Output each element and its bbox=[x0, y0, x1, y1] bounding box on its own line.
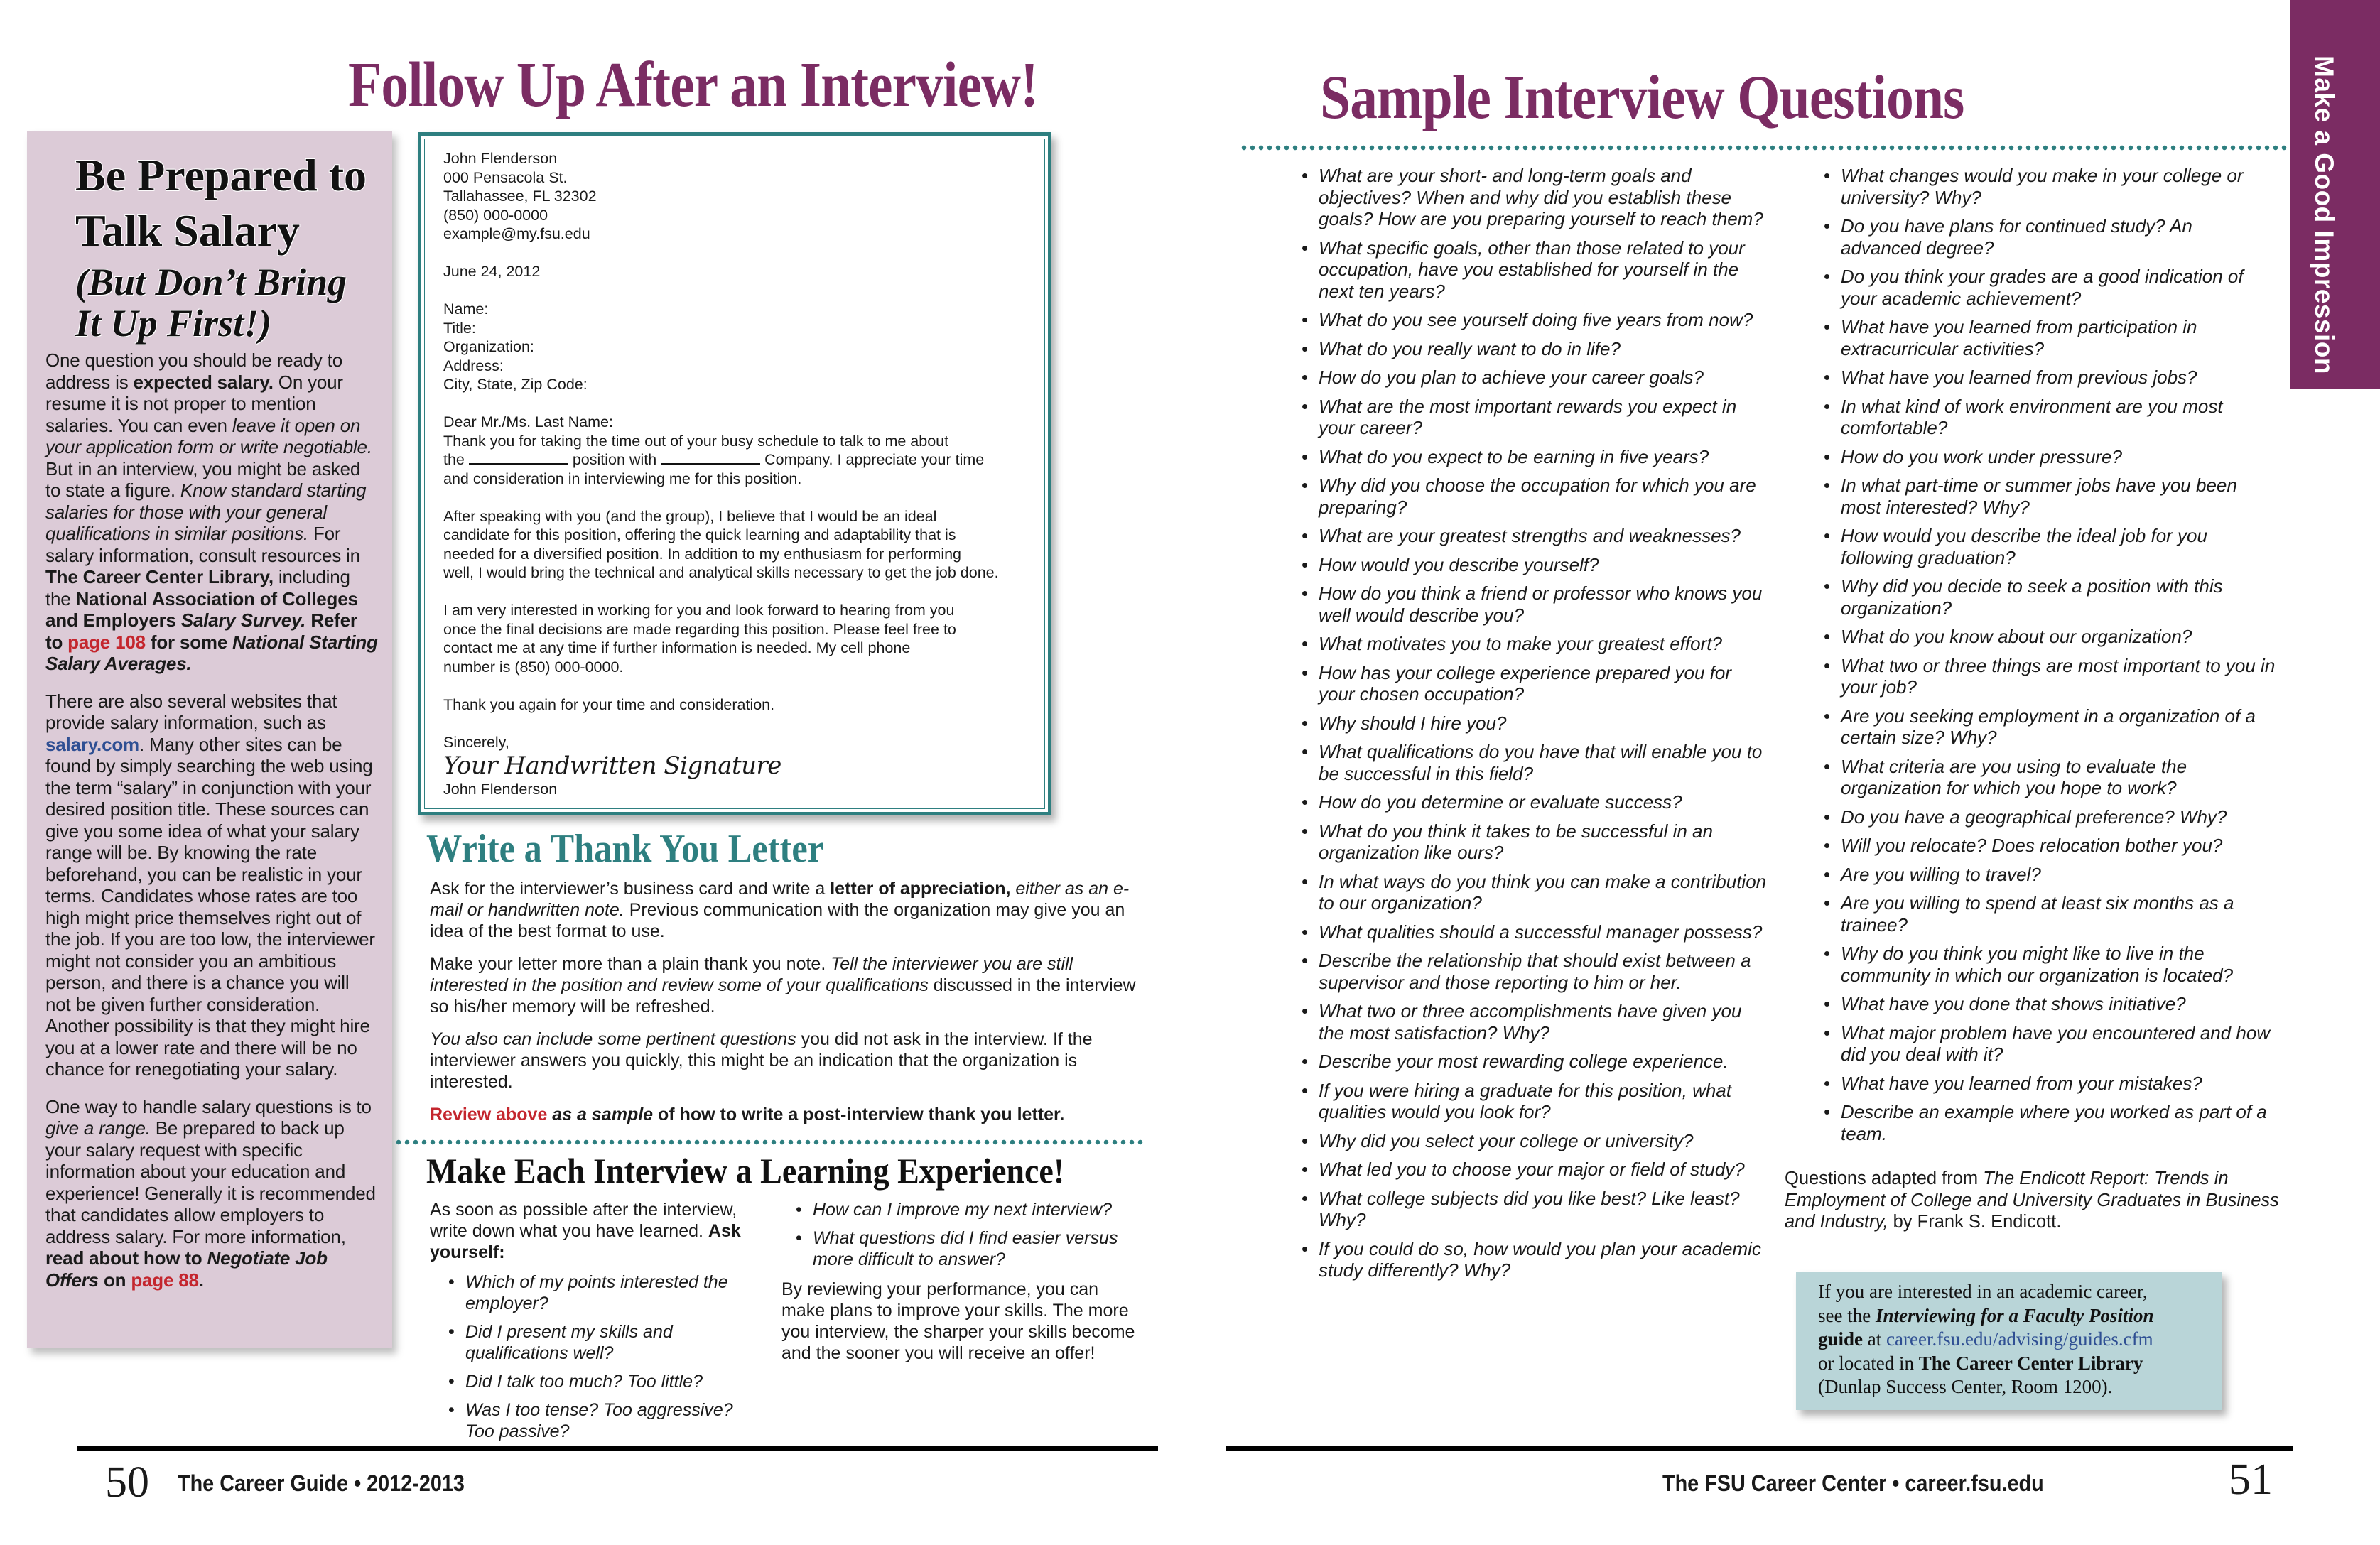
thank-you-paragraph-2 bbox=[430, 953, 1147, 1017]
page-title-follow-up: Follow Up After an Interview! bbox=[348, 50, 1039, 120]
learning-questions-1 bbox=[447, 1272, 757, 1442]
nace-name: National Association of Colleges and Employers bbox=[45, 587, 358, 631]
text: Refer to bbox=[45, 609, 357, 653]
page-108-link[interactable]: page 108 bbox=[67, 631, 146, 653]
letter-line: number is (850) 000-0000. bbox=[443, 658, 624, 676]
learning-column-1 bbox=[430, 1199, 757, 1449]
question-item: • Why do you think you might like to live in the community in which our organization is located? bbox=[1822, 943, 2277, 986]
footer-text: The Career Guide • 2012-2013 bbox=[178, 1470, 465, 1496]
question-item: • If you could do so, how would you plan your academic study differently? Why? bbox=[1300, 1238, 1769, 1281]
sample-letter-body bbox=[424, 139, 1045, 809]
sender-phone: (850) 000-0000 bbox=[443, 206, 548, 224]
emphasis-text: give a range. bbox=[45, 1117, 151, 1139]
salary-averages-title: National Starting Salary Averages. bbox=[45, 631, 378, 674]
text: discussed in the interview so his/her memory will be refreshed. bbox=[430, 975, 1136, 1017]
question-item: • Are you willing to spend at least six months as a trainee? bbox=[1822, 892, 2277, 936]
emphasis-text: leave it open on your application form or write negotiable. bbox=[45, 414, 372, 457]
text: On your resume it is not proper to mention salaries. You can even bbox=[45, 371, 343, 436]
question-item: • What two or three accomplishments have given you the most satisfaction? Why? bbox=[1300, 1000, 1769, 1043]
section-tab-label: Make a Good Impression bbox=[2310, 55, 2339, 374]
page-number: 51 bbox=[2229, 1455, 2273, 1504]
page-88-link[interactable]: page 88 bbox=[131, 1269, 199, 1291]
text: One question you should be ready to address is bbox=[45, 349, 342, 393]
text: . bbox=[198, 1269, 204, 1291]
salary-subheading-line2: It Up First!) bbox=[75, 302, 272, 345]
sender-city: Tallahassee, FL 32302 bbox=[443, 188, 597, 205]
question-item: • What have you learned from previous jobs? bbox=[1822, 367, 2277, 389]
recipient-field: Title: bbox=[443, 319, 476, 337]
learning-column-2 bbox=[781, 1199, 1137, 1364]
emphasis-expected-salary: expected salary. bbox=[133, 371, 274, 393]
question-item: • What are the most important rewards you expect in your career? bbox=[1300, 396, 1769, 439]
questions-column-left bbox=[1300, 165, 1769, 1289]
questions-list-left bbox=[1300, 165, 1769, 1281]
question-item: • How would you describe the ideal job for you following graduation? bbox=[1822, 525, 2277, 568]
emphasis-text: Tell the interviewer you are still interested in the position and review some of your qualifications bbox=[430, 954, 1073, 995]
emphasis-text: You also can include some pertinent questions bbox=[430, 1029, 796, 1049]
thank-you-paragraph-3 bbox=[430, 1029, 1147, 1093]
career-center-library: The Career Center Library bbox=[1918, 1352, 2143, 1374]
letter-line: Thank you for taking the time out of your busy schedule to talk to me about bbox=[443, 432, 949, 450]
question-item: • Describe your most rewarding college experience. bbox=[1300, 1051, 1769, 1073]
page-title-sample-questions: Sample Interview Questions bbox=[1320, 63, 1964, 132]
sender-street: 000 Pensacola St. bbox=[443, 168, 568, 186]
question-item: • Why should I hire you? bbox=[1300, 712, 1769, 734]
question-item: • Do you have plans for continued study? An advanced degree? bbox=[1822, 215, 2277, 259]
source-title: The Endicott Report: Trends in Employment of College and University Graduates in Business and Industry, bbox=[1785, 1169, 2279, 1232]
question-item: • How has your college experience prepared you for your chosen occupation? bbox=[1300, 662, 1769, 705]
question-item: • What two or three things are most important to you in your job? bbox=[1822, 655, 2277, 698]
salary-survey-title: Salary Survey. bbox=[180, 609, 306, 631]
text: position with bbox=[568, 451, 661, 468]
text: Company. I appreciate your time bbox=[760, 451, 985, 468]
text: . Many other sites can be found by simply searching the web using the term “salary” in conjunction with your desired position title. These sources can give you some idea of what your salary range will be. By knowing the rate beforehand, you can be realistic in your terms. Candidates whose rates are too high might price themselves right out of the job. If you are too low, the interviewer might not consider you an ambitious person, and there is a chance you will not be given further consideration. Another possibility is that they might hire you at a lower rate and there will be no chance for renegotiating your salary. bbox=[45, 733, 375, 1080]
letter-line: I am very interested in working for you and look forward to hearing from you bbox=[443, 602, 955, 619]
question-item: • How do you work under pressure? bbox=[1822, 446, 2277, 468]
question-item: • What changes would you make in your college or university? Why? bbox=[1822, 165, 2277, 208]
learning-questions-2 bbox=[794, 1199, 1137, 1270]
text: at bbox=[1863, 1328, 1887, 1350]
footer-text: The FSU Career Center • career.fsu.edu bbox=[1662, 1470, 2044, 1496]
question-item: • What are your greatest strengths and weaknesses? bbox=[1300, 525, 1769, 547]
salary-subheading bbox=[45, 261, 378, 344]
letter-line: once the final decisions are made regarding this position. Please feel free to bbox=[443, 620, 956, 638]
question-item: • Are you seeking employment in a organization of a certain size? Why? bbox=[1822, 705, 2277, 749]
question-item: • What have you learned from participation in extracurricular activities? bbox=[1822, 316, 2277, 359]
academic-line bbox=[1818, 1352, 2208, 1376]
question-item: • In what kind of work environment are you most comfortable? bbox=[1822, 396, 2277, 439]
closing: Sincerely, bbox=[443, 733, 509, 751]
text: by Frank S. Endicott. bbox=[1888, 1212, 2062, 1232]
salary-heading-line2: Talk Salary bbox=[75, 205, 300, 256]
sender-block bbox=[443, 149, 1026, 244]
question-item: • What college subjects did you like best? Like least? Why? bbox=[1300, 1188, 1769, 1231]
letter-line: needed for a diversified position. In addition to my enthusiasm for performing bbox=[443, 545, 962, 563]
question-item: • What major problem have you encountered and how did you deal with it? bbox=[1822, 1022, 2277, 1066]
question-item: • Describe an example where you worked as part of a team. bbox=[1822, 1101, 2277, 1144]
company-blank bbox=[661, 450, 760, 465]
questions-column-right bbox=[1822, 165, 2277, 1151]
question-item: • In what part-time or summer jobs have you been most interested? Why? bbox=[1822, 475, 2277, 518]
question-item: • Are you willing to travel? bbox=[1822, 864, 2277, 886]
question-item: • What do you really want to do in life? bbox=[1300, 338, 1769, 360]
question-item: • What specific goals, other than those related to your occupation, have you established for yourself in the next ten years? bbox=[1300, 237, 1769, 303]
salary-paragraph-3 bbox=[45, 1096, 378, 1291]
text: guide bbox=[1818, 1328, 1864, 1350]
list-item: • Was I too tense? Too aggressive? Too passive? bbox=[447, 1399, 757, 1442]
footer-rule bbox=[1226, 1446, 2293, 1451]
question-item: • How do you plan to achieve your career goals? bbox=[1300, 367, 1769, 389]
text: read about how to bbox=[45, 1247, 207, 1269]
thank-you-heading: Write a Thank You Letter bbox=[426, 827, 824, 871]
salary-paragraph-2 bbox=[45, 690, 378, 1080]
question-item: • What do you see yourself doing five years from now? bbox=[1300, 309, 1769, 331]
salary-com-link[interactable]: salary.com bbox=[45, 733, 139, 755]
letter-line: and consideration in interviewing me for this position. bbox=[443, 470, 802, 487]
learning-closing: By reviewing your performance, you can make plans to improve your skills. The more you interview, the sharper your skills become and the sooner you will receive an offer! bbox=[781, 1279, 1135, 1363]
text: As soon as possible after the interview, write down what you have learned. bbox=[430, 1200, 737, 1241]
recipient-block bbox=[443, 300, 1026, 394]
text: For salary information, consult resources in bbox=[45, 523, 360, 566]
question-item: • Do you have a geographical preference? Why? bbox=[1822, 806, 2277, 828]
text: of how to write a post-interview thank you letter. bbox=[653, 1105, 1065, 1124]
recipient-field: Name: bbox=[443, 300, 489, 318]
letter-line: After speaking with you (and the group), I believe that I would be an ideal bbox=[443, 507, 937, 525]
list-item: • Which of my points interested the employer? bbox=[447, 1272, 757, 1314]
list-item: • Did I present my skills and qualifications well? bbox=[447, 1321, 757, 1364]
career-center-library: The Career Center Library, bbox=[45, 566, 274, 587]
academic-line bbox=[1818, 1328, 2208, 1352]
text: There are also several websites that provide salary information, such as bbox=[45, 690, 337, 733]
question-item: • How do you determine or evaluate success? bbox=[1300, 791, 1769, 813]
sender-name: John Flenderson bbox=[443, 150, 558, 167]
letter-line: Thank you again for your time and consideration. bbox=[443, 695, 775, 713]
text: Make your letter more than a plain thank you note. bbox=[430, 954, 831, 974]
question-item: • In what ways do you think you can make a contribution to our organization? bbox=[1300, 871, 1769, 914]
academic-line: (Dunlap Success Center, Room 1200). bbox=[1818, 1376, 2113, 1397]
recipient-field: Organization: bbox=[443, 338, 534, 355]
text: One way to handle salary questions is to bbox=[45, 1095, 372, 1117]
list-item: • What questions did I find easier versus more difficult to answer? bbox=[794, 1227, 1137, 1270]
text: the bbox=[443, 451, 469, 468]
emphasis-text: either as an e-mail or handwritten note. bbox=[430, 879, 1130, 920]
faculty-guide-title: Interviewing for a Faculty Position bbox=[1875, 1304, 2154, 1326]
footer-rule bbox=[77, 1446, 1158, 1451]
thank-you-paragraph-1 bbox=[430, 878, 1147, 942]
text: you did not ask in the interview. If the interviewer answers you quickly, this might be an indication that the organization is interested. bbox=[430, 1029, 1093, 1092]
list-item: • How can I improve my next interview? bbox=[794, 1199, 1137, 1220]
guides-link[interactable]: career.fsu.edu/advising/guides.cfm bbox=[1886, 1328, 2153, 1350]
academic-career-box bbox=[1796, 1272, 2222, 1410]
question-item: • Why did you choose the occupation for which you are preparing? bbox=[1300, 475, 1769, 518]
para1-block bbox=[443, 413, 1026, 488]
para2-block bbox=[443, 507, 1026, 582]
question-item: • What have you learned from your mistakes? bbox=[1822, 1073, 2277, 1095]
question-item: • What led you to choose your major or field of study? bbox=[1300, 1159, 1769, 1181]
dotted-divider bbox=[394, 1139, 1144, 1145]
salary-sidebar bbox=[27, 131, 392, 1348]
letter-line: candidate for this position, offering the quick learning and adaptability that is bbox=[443, 526, 956, 543]
emphasis-text: Know standard starting salaries for those with your general qualifications in similar positions. bbox=[45, 479, 367, 544]
question-item: • What motivates you to make your greatest effort? bbox=[1300, 633, 1769, 655]
question-item: • Why did you select your college or university? bbox=[1300, 1130, 1769, 1152]
question-item: • Describe the relationship that should exist between a supervisor and those reporting to him or her. bbox=[1300, 950, 1769, 993]
question-item: • How do you think a friend or professor who knows you well would describe you? bbox=[1300, 582, 1769, 626]
closing-block bbox=[443, 733, 1026, 799]
letter-line: well, I would bring the technical and analytical skills necessary to get the job done. bbox=[443, 564, 999, 581]
emphasis-text: as a sample bbox=[547, 1105, 654, 1124]
text: or located in bbox=[1818, 1352, 1919, 1374]
negotiate-title: Negotiate Job Offers bbox=[45, 1247, 328, 1291]
question-item: • If you were hiring a graduate for this position, what qualities would you look for? bbox=[1300, 1080, 1769, 1123]
salary-heading bbox=[45, 148, 378, 259]
signature: Your Handwritten Signature bbox=[443, 752, 781, 780]
section-tab[interactable] bbox=[2290, 0, 2380, 389]
salary-paragraph-1 bbox=[45, 349, 378, 675]
text: Previous communication with the organization may give you an idea of the best format to use. bbox=[430, 900, 1125, 941]
learning-heading: Make Each Interview a Learning Experience! bbox=[426, 1151, 1065, 1191]
text: Be prepared to back up your salary request with specific information about your education and experience! Generally it is recommended that candidates allow employers to address salary. For more information, bbox=[45, 1117, 376, 1247]
question-item: • Will you relocate? Does relocation bother you? bbox=[1822, 835, 2277, 857]
learning-intro bbox=[430, 1199, 757, 1263]
thank-you-paragraph-4 bbox=[430, 1104, 1147, 1125]
question-item: • What qualifications do you have that will enable you to be successful in this field? bbox=[1300, 741, 1769, 784]
letter-date: June 24, 2012 bbox=[443, 263, 541, 280]
text: for some bbox=[145, 631, 233, 653]
question-item: • Why did you decide to seek a position with this organization? bbox=[1822, 575, 2277, 619]
review-above-link[interactable]: Review above bbox=[430, 1105, 548, 1124]
thank-you-body bbox=[430, 878, 1147, 1137]
letter-line bbox=[443, 450, 1026, 470]
signed-name: John Flenderson bbox=[443, 781, 558, 798]
question-item: • What criteria are you using to evaluate the organization for which you hope to work? bbox=[1822, 756, 2277, 799]
question-item: • What do you think it takes to be successful in an organization like ours? bbox=[1300, 820, 1769, 864]
sender-email: example@my.fsu.edu bbox=[443, 225, 590, 242]
question-item: • What have you done that shows initiative? bbox=[1822, 993, 2277, 1015]
dotted-divider bbox=[1240, 145, 2290, 151]
para4-block bbox=[443, 695, 1026, 715]
text: Ask for the interviewer’s business card and write a bbox=[430, 879, 831, 899]
ask-yourself: Ask yourself: bbox=[430, 1221, 741, 1262]
question-item: • Do you think your grades are a good indication of your academic achievement? bbox=[1822, 266, 2277, 309]
questions-list-right bbox=[1822, 165, 2277, 1144]
question-item: • What are your short- and long-term goals and objectives? When and why did you establish these goals? How are you preparing yourself to reach them? bbox=[1300, 165, 1769, 230]
text: But in an interview, you might be asked to state a figure. bbox=[45, 457, 361, 501]
letter-line: contact me at any time if further information is needed. My cell phone bbox=[443, 639, 911, 656]
position-blank bbox=[469, 450, 568, 465]
source-note bbox=[1785, 1168, 2282, 1233]
question-item: • What do you know about our organization? bbox=[1822, 626, 2277, 648]
page-number: 50 bbox=[105, 1458, 149, 1507]
list-item: • Did I talk too much? Too little? bbox=[447, 1371, 757, 1392]
question-item: • What qualities should a successful manager possess? bbox=[1300, 921, 1769, 943]
question-item: • How would you describe yourself? bbox=[1300, 554, 1769, 576]
sample-letter bbox=[418, 132, 1051, 815]
academic-line bbox=[1818, 1304, 2208, 1328]
emphasis-text: letter of appreciation, bbox=[830, 879, 1011, 899]
salary-heading-line1: Be Prepared to bbox=[75, 150, 367, 200]
salutation: Dear Mr./Ms. Last Name: bbox=[443, 413, 613, 430]
academic-line: If you are interested in an academic career, bbox=[1818, 1281, 2148, 1302]
salary-subheading-line1: (But Don’t Bring bbox=[75, 261, 347, 303]
recipient-field: City, State, Zip Code: bbox=[443, 376, 588, 393]
text: Questions adapted from bbox=[1785, 1169, 1984, 1188]
text: see the bbox=[1818, 1304, 1876, 1326]
text: on bbox=[98, 1269, 131, 1291]
para3-block bbox=[443, 601, 1026, 676]
text: including the bbox=[45, 566, 350, 609]
date-block bbox=[443, 262, 1026, 281]
question-item: • What do you expect to be earning in five years? bbox=[1300, 446, 1769, 468]
recipient-field: Address: bbox=[443, 357, 504, 374]
